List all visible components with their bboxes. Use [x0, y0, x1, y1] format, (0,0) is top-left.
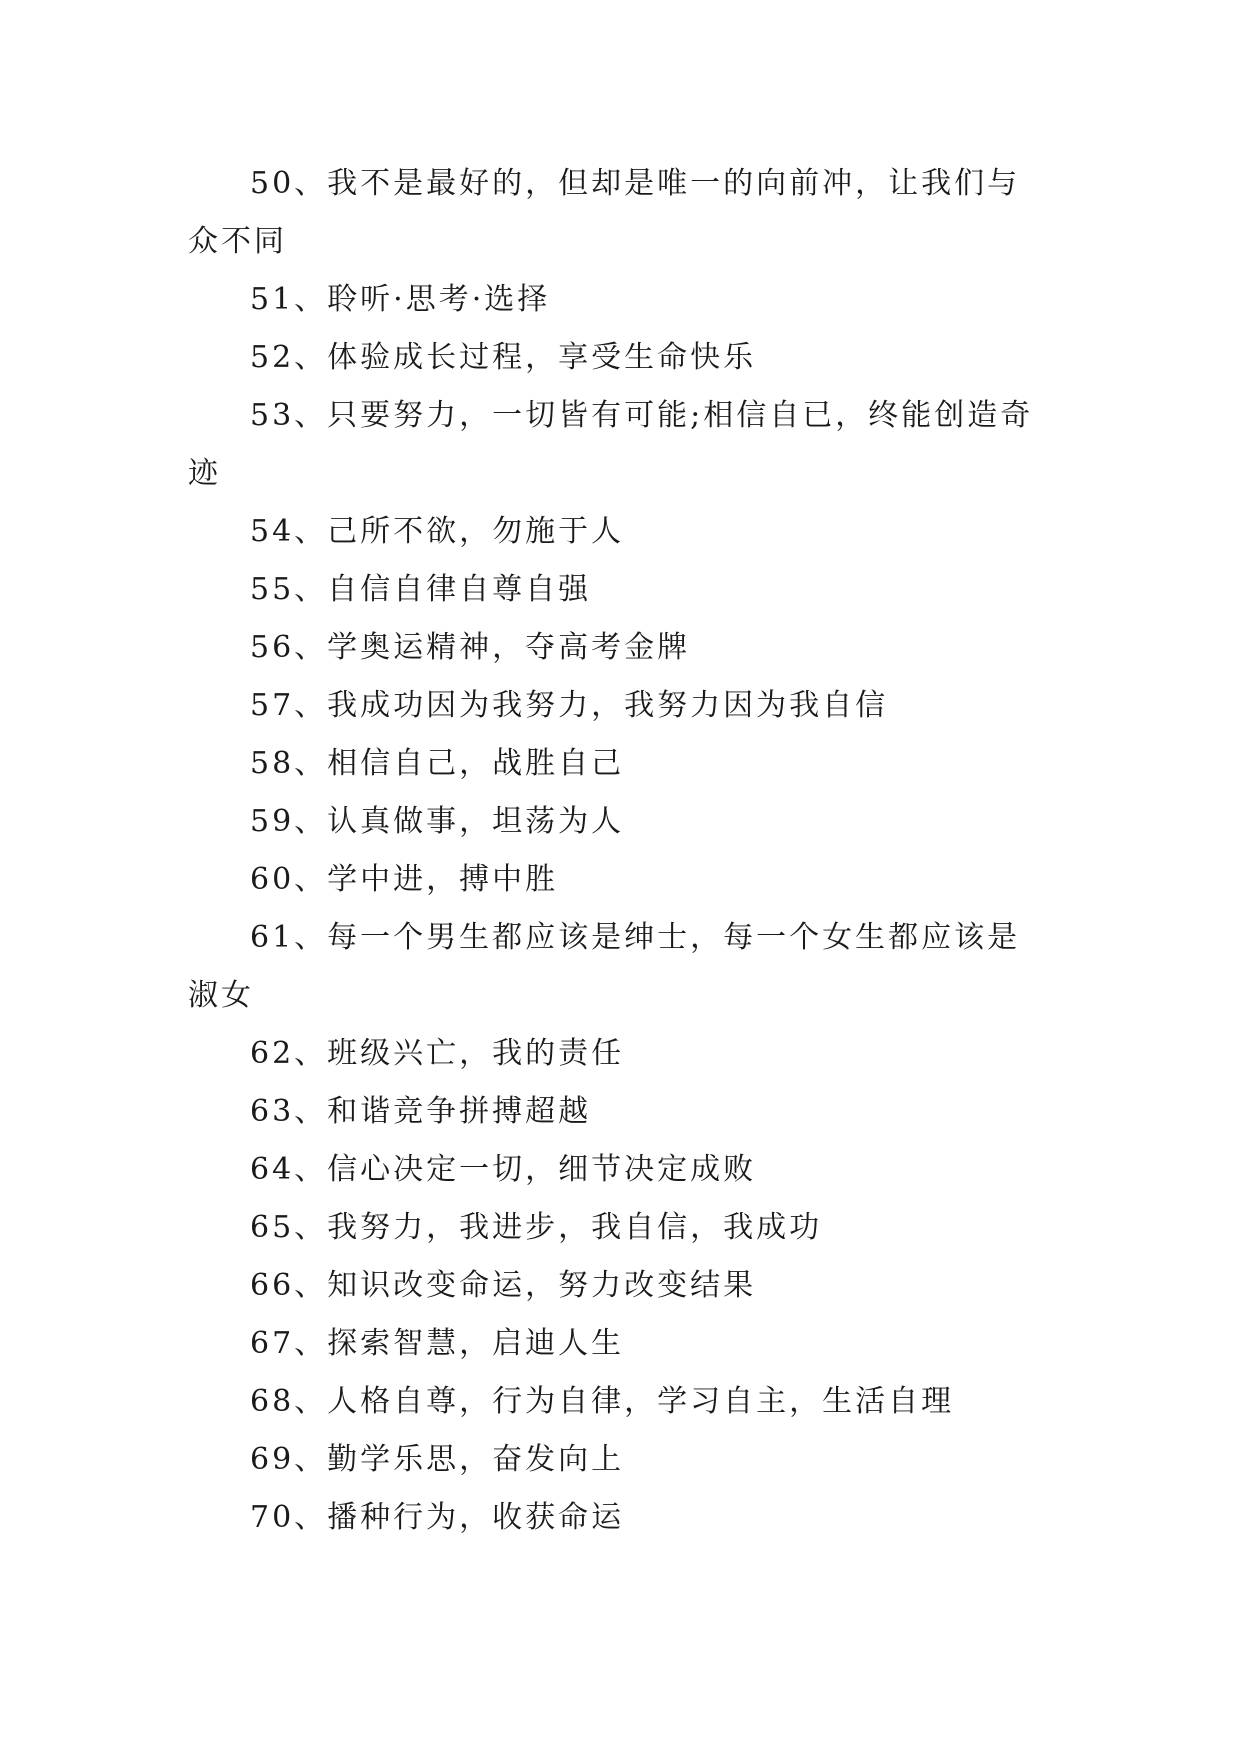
list-item: 56、学奥运精神，夺高考金牌	[250, 630, 691, 665]
list-item: 59、认真做事，坦荡为人	[250, 804, 625, 839]
list-item: 53、只要努力，一切皆有可能;相信自已，终能创造奇迹	[188, 398, 1034, 491]
list-item: 54、己所不欲，勿施于人	[250, 514, 625, 549]
list-item: 50、我不是最好的，但却是唯一的向前冲，让我们与众不同	[188, 166, 1021, 259]
list-item: 66、知识改变命运，努力改变结果	[250, 1268, 757, 1303]
list-item: 60、学中进，搏中胜	[250, 862, 559, 897]
list-item: 64、信心决定一切，细节决定成败	[250, 1152, 757, 1187]
list-item: 62、班级兴亡，我的责任	[250, 1036, 625, 1071]
list-item: 51、聆听·思考·选择	[250, 282, 551, 317]
list-item: 65、我努力，我进步，我自信，我成功	[250, 1210, 823, 1245]
list-item: 69、勤学乐思，奋发向上	[250, 1442, 625, 1477]
list-item: 52、体验成长过程，享受生命快乐	[250, 340, 757, 375]
list-item: 68、人格自尊，行为自律，学习自主，生活自理	[250, 1384, 955, 1419]
list-item: 70、播种行为，收获命运	[250, 1500, 625, 1535]
list-item: 61、每一个男生都应该是绅士，每一个女生都应该是淑女	[188, 920, 1021, 1013]
list-item: 55、自信自律自尊自强	[250, 572, 592, 607]
list-item: 58、相信自己，战胜自己	[250, 746, 625, 781]
list-item: 57、我成功因为我努力，我努力因为我自信	[250, 688, 889, 723]
list-item: 63、和谐竞争拼搏超越	[250, 1094, 592, 1129]
slogan-list	[188, 155, 1052, 1547]
list-item: 67、探索智慧，启迪人生	[250, 1326, 625, 1361]
